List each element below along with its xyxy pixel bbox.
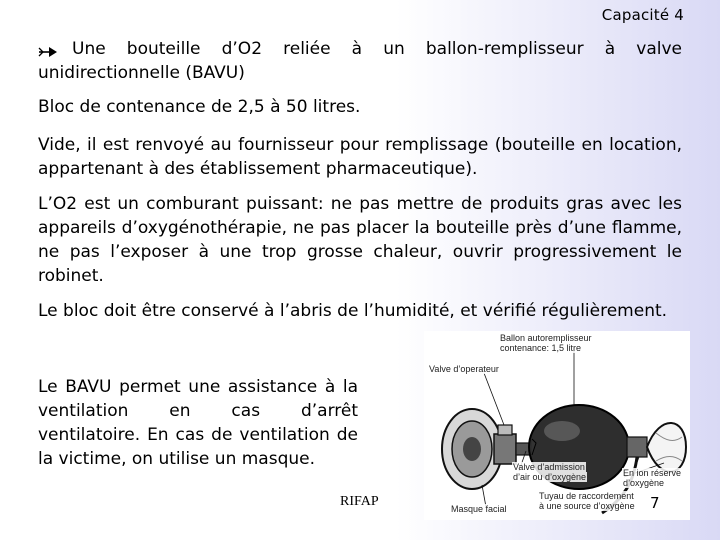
figure-label-tuyau-2: à une source d’oxygène	[539, 501, 635, 511]
paragraph-contenance: Bloc de contenance de 2,5 à 50 litres.	[38, 97, 361, 117]
paragraph-bavu-usage: Le BAVU permet une assistance à la ventilation en cas d’arrêt ventilatoire. En cas de ventilation de la victime, on utilise un masque.	[38, 377, 358, 469]
figure-label-admission-2: d’air ou d’oxygène	[513, 472, 587, 482]
paragraph-comburant: L’O2 est un comburant puissant: ne pas mettre de produits gras avec les appareils d’oxygénothérapie, ne pas placer la bouteille près d’une flamme, ne pas l’exposer à une trop grosse chaleur, ouvrir progressivement le robinet.	[38, 194, 682, 286]
figure-label-contenance: contenance: 1,5 litre	[500, 343, 582, 353]
figure-label-reserve: En ion réserve	[623, 468, 682, 478]
paragraph-conservation: Le bloc doit être conservé à l’abris de l’humidité, et vérifié régulièrement.	[38, 301, 668, 321]
slide-title: Capacité 4	[601, 6, 684, 24]
figure-label-masque: Masque facial	[451, 504, 507, 514]
figure-label-ballon: Ballon autoremplisseur	[500, 333, 592, 343]
page-number: 7	[650, 494, 660, 512]
bavu-illustration	[424, 331, 690, 520]
figure-label-tuyau: Tuyau de raccordement	[539, 491, 634, 501]
figure-label-admission: Valve d’admission	[513, 462, 585, 472]
figure-label-valve: Valve d’operateur	[429, 364, 499, 374]
paragraph-bavu-intro-text: Une bouteille d’O2 reliée à un ballon-remplisseur à valve unidirectionnelle (BAVU)	[38, 39, 682, 83]
figure-label-reserve-2: d’oxygène	[623, 478, 665, 488]
paragraph-vide: Vide, il est renvoyé au fournisseur pour remplissage (bouteille en location, appartenant à des établissement pharmaceutique).	[38, 135, 682, 179]
arrow-bullet-icon	[38, 42, 60, 56]
paragraph-bavu-intro	[38, 37, 682, 85]
footer-organization: RIFAP	[340, 494, 379, 509]
